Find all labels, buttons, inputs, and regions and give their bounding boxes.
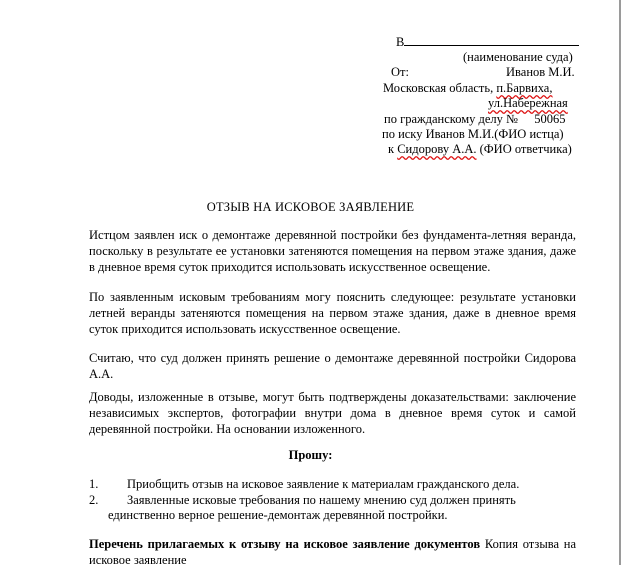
paragraph-line: летней веранды затеняются помещения на первом этаже здания, даже в дневное время (89, 306, 576, 320)
paragraph-4 (89, 389, 576, 437)
claim-line: по иску Иванов М.И.(ФИО истца) (382, 127, 564, 141)
court-blank-line (404, 34, 579, 46)
paragraph-line: независимых экспертов, фотографии внутри дома в дневное время суток и самой (89, 406, 576, 420)
request-number: 1. (89, 477, 99, 491)
paragraph-3 (89, 350, 576, 382)
paragraph-1 (89, 227, 576, 275)
court-hint: (наименование суда) (463, 50, 573, 64)
request-line: единственно верное решение-демонтаж деревянной постройки. (108, 508, 448, 522)
from-label: От: (391, 65, 409, 79)
paragraph-line: Истцом заявлен иск о демонтаже деревянной постройки без фундамента-летняя веранда, (89, 228, 576, 242)
paragraph-line: суток приходится использовать искусственное освещение. (89, 322, 401, 336)
attachments-block (89, 536, 576, 568)
paragraph-line: А.А. (89, 367, 114, 381)
case-text: по гражданскому делу № (384, 112, 518, 126)
attachments-item: Копия отзыва на (484, 537, 577, 551)
paragraph-line: деревянной постройки. На основании изложенного. (89, 422, 366, 436)
to-prefix: В (396, 35, 405, 49)
attachments-line-2: исковое заявление (89, 553, 187, 567)
paragraph-line: поскольку в результате ее установки затеняются помещения на первом этаже здания, даже (89, 244, 576, 258)
paragraph-line: в дневное время суток приходится использовать искусственное освещение. (89, 260, 491, 274)
from-name: Иванов М.И. (506, 65, 575, 79)
address-street (488, 95, 568, 111)
request-line: Заявленные исковые требования по нашему мнению суд должен принять (127, 493, 516, 507)
defendant-name: Сидорову А.А. (397, 142, 477, 156)
address-region: Московская область, (383, 81, 494, 95)
defendant-hint: (ФИО ответчика) (479, 142, 572, 156)
paragraph-line: По заявленным исковым требованиям могу пояснить следующее: результате установки (89, 290, 576, 304)
paragraph-line: Доводы, изложенные в отзыве, могут быть подтверждены доказательствами: заключение (89, 390, 576, 404)
to-word: к (388, 142, 395, 156)
address-street-name: ул.Набережная (488, 96, 568, 110)
case-number: 50065 (534, 112, 566, 126)
request-number: 2. (89, 493, 99, 507)
document-title: ОТЗЫВ НА ИСКОВОЕ ЗАЯВЛЕНИЕ (206, 200, 415, 214)
defendant-line (388, 141, 572, 157)
request-heading: Прошу: (288, 448, 333, 462)
attachments-label: Перечень прилагаемых к отзыву на исковое заявление документов (89, 537, 481, 551)
address-village: п.Барвиха, (496, 81, 553, 95)
attachments-line-1 (89, 536, 576, 552)
case-line (384, 111, 565, 127)
paragraph-2 (89, 289, 576, 337)
request-text (127, 492, 576, 508)
request-text: Приобщить отзыв на исковое заявление к материалам гражданского дела. (127, 477, 520, 491)
paragraph-line: Считаю, что суд должен принять решение о демонтаже деревянной постройки Сидорова (89, 351, 576, 365)
court-line (396, 34, 579, 50)
address-line-1 (383, 80, 552, 96)
